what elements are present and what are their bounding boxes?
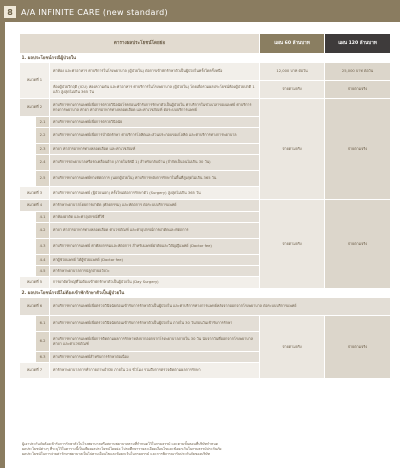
benefit-text: ค่าบริการทางการแพทย์ (ผู้ป่วยนอก) ครั้งใหม่ต่อการรักษาตัว (Surgery) สูงสุดไม่เกิน 365 วัน	[50, 187, 260, 200]
benefit-text: ห้องผู้ป่วยวิกฤติ (ICU) ห่องความดัน และค่าอาหาร ค่าบริการในโรงพยาบาล (ผู้ป่วยใน) โดยเพื่อรวมผลประโยชน์ห้องผู้ป่วยปกติ 1 แล้ว สูงสุดไม่เกิน 365 วัน	[50, 81, 260, 99]
category-label: หมวดที่ 3	[20, 187, 50, 200]
benefit-summary-table	[19, 33, 391, 379]
benefit-text: การผ่าตัดใหญ่ที่ไม่ต้องเข้าพักรักษาตัวเป็นผู้ป่วยใน (Day Surgery)	[50, 277, 260, 289]
subitem-label: 4.3	[36, 239, 50, 255]
column-header-plan120: แผน 120 ล้านบาท	[325, 34, 391, 54]
table-row	[20, 200, 391, 212]
footnote: ผลประโยชน์ต่างๆ ที่ระบุไว้ในตารางนี้เป็นเพียงผลประโยชน์โดยย่อ โปรดศึกษารายละเอียดเงื่อนไขและข้อยกเว้นในกรมธรรม์ประกันภัย	[22, 447, 222, 451]
section-heading-outpatient: 2. ผลประโยชน์กรณีไม่ต้องเข้าพักรักษาตัวเป็นผู้ป่วยใน	[20, 289, 391, 298]
subitem-label: 4.5	[36, 266, 50, 277]
category-label: หมวดที่ 6	[20, 298, 50, 316]
subitem-label: 4.2	[36, 223, 50, 239]
benefit-text: ค่าบริการทางการแพทย์ ค่าศัลยกรรมและหัตถการ สำหรับแพทย์ผ่าตัดและวิสัญญีแพทย์ (Doctor fee)	[50, 239, 260, 255]
footnote: ผลประโยชน์ในการจ่ายค่ารักษาพยาบาลเป็นไปตามเงื่อนไขและข้อยกเว้นในกรมธรรม์ และการพิจารณารับประกันภัยของบริษัท	[22, 452, 210, 456]
table-row	[20, 99, 391, 117]
plan120-value: จ่ายตามจริง	[325, 316, 391, 379]
benefit-text: ค่าห้องผ่าตัด และค่าอุปกรณ์ที่ใช้	[50, 212, 260, 223]
benefit-text: ค่าบริการทางการแพทย์เพื่อการบำบัดรักษา ค่าบริการโลหิตและส่วนประกอบของโลหิต และค่าบริการทางการพยาบาล	[50, 128, 260, 144]
page-title: A/A INFINITE CARE (new standard)	[21, 7, 168, 17]
category-label: หมวดที่ 1	[20, 63, 50, 99]
subitem-label: 2.2	[36, 128, 50, 144]
plan60-value: จ่ายตามจริง	[260, 200, 325, 289]
benefit-text: ค่ายา ค่าสารอาหารทางหลอดเลือด และค่าเวชภัณฑ์	[50, 144, 260, 155]
section-heading-inpatient: 1. ผลประโยชน์กรณีผู้ป่วยใน	[20, 54, 391, 63]
category-label: หมวดที่ 4	[20, 200, 50, 212]
benefit-text: ค่าบริการทางการแพทย์เพื่อการตรวจวินิจฉัยโรคก่อนเข้ารับการรักษาตัวเป็นผู้ป่วยใน ค่าบริการในช่วงเวลาของแพทย์ ค่าบริการทางการพยาบาล ค่ายา ค่าสารอาหารทางหลอดเลือด และค่าเวชภัณฑ์ ต่อระบบบริการแพทย์	[50, 99, 260, 117]
table-row	[20, 63, 391, 81]
subitem-label: 2.5	[36, 171, 50, 187]
benefit-text: ค่าบริการทางการแพทย์เพื่อการติดตามผลการรักษาหลังจากออกจากโรงพยาบาลภายใน 30 วัน นับจากวันที่ออกจากโรงพยาบาล ค่ายา และค่าเวชภัณฑ์	[50, 332, 260, 352]
category-label: หมวดที่ 2	[20, 99, 50, 117]
benefit-text: ค่าบริการทางการแพทย์ทางหัตถการ (นอกผู้ป่วยใน) ค่าบริการหลังการรักษาในพื้นที่สูงสุดไม่เกิน 365 วัน	[50, 171, 260, 187]
benefit-text: ค่าบริการทางการแพทย์เพื่อตรวจวินิจฉัยก่อนเข้ารับการรักษาตัวเป็นผู้ป่วยใน และค่าบริการทางการแพทย์หลังจากออกจากโรงพยาบาล ต่อระบบบริการแพทย์	[50, 298, 391, 316]
table-row	[20, 316, 391, 332]
plan120-value: จ่ายตามจริง	[325, 81, 391, 99]
plan120-value: จ่ายตามจริง	[325, 200, 391, 289]
column-header-item: ตารางผลประโยชน์โดยย่อ	[20, 34, 260, 54]
plan120-value: จ่ายตามจริง	[325, 99, 391, 200]
benefit-text: ค่ารักษาพยาบาลการทำกายภาพบำบัด ภายใน 24 ชั่วโมง รวมถึงการตรวจติดตามผลการรักษา	[50, 363, 260, 379]
plan60-value: 12,000 บาท ต่อวัน	[260, 63, 325, 81]
plan60-value: จ่ายตามจริง	[260, 316, 325, 379]
footnotes	[19, 442, 390, 457]
table-header-row	[20, 34, 391, 54]
subitem-label: 6.2	[36, 332, 50, 352]
section-heading-row	[20, 54, 391, 63]
plan60-value: จ่ายตามจริง	[260, 81, 325, 99]
category-label: หมวดที่ 7	[20, 363, 50, 379]
subitem-label: 2.3	[36, 144, 50, 155]
footnote: ผู้เอาประกันภัยต้องเข้ารับการรักษาตัวในโรงพยาบาลหรือสถานพยาบาลตามที่กำหนดไว้ในกรมธรรม์ และตามขั้นตอนที่บริษัทกำหนด	[22, 442, 218, 446]
plan120-value: 25,000 บาท ต่อวัน	[325, 63, 391, 81]
benefit-text: ค่ายา ค่าสารอาหารทางหลอดเลือด ค่าเวชภัณฑ์ และค่าอุปกรณ์การผ่าตัดและหัตถการ	[50, 223, 260, 239]
category-label: หมวดที่ 5	[20, 277, 50, 289]
column-header-plan60: แผน 60 ล้านบาท	[260, 34, 325, 54]
table-row	[20, 298, 391, 316]
subitem-label: 2.1	[36, 117, 50, 128]
table-row	[20, 81, 391, 99]
subitem-label: 6.1	[36, 316, 50, 332]
subitem-label: 4.4	[36, 255, 50, 266]
subitem-label: 4.1	[36, 212, 50, 223]
benefit-text: ค่าบริการทางการแพทย์เพื่อการตรวจวินิจฉัย	[50, 117, 260, 128]
benefit-text: ค่าบริการรถพยาบาลหรือรถเคลื่อนย้าย (ภายในรัศมี 1) สำหรับกลับบ้าน (จำกัดเป็นจนไม่เกิน 30 วัน)	[50, 155, 260, 171]
benefit-text: ค่าผู้ช่วยแพทย์ ได้ผู้ช่วยแพทย์ (Doctor fee)	[50, 255, 260, 266]
plan60-value: จ่ายตามจริง	[260, 99, 325, 200]
benefit-text: ค่าบริการทางการแพทย์เพื่อตรวจวินิจฉัยก่อนเข้ารับการรักษาตัวเป็นผู้ป่วยใน ภายใน 30 วันก่อนวันเข้ารับการรักษา	[50, 316, 260, 332]
benefit-text: ค่าห้อง และค่าอาหาร ค่าบริการในโรงพยาบาล (ผู้ป่วยใน) ต่อการเข้าพักรักษาตัวเป็นผู้ป่วยในครั้งใดครั้งหนึ่ง	[50, 63, 260, 81]
subitem-label: 6.3	[36, 352, 50, 363]
page-number: 8	[4, 6, 16, 18]
page-header	[0, 0, 400, 24]
document-page	[5, 22, 400, 468]
benefit-text: ค่ารักษาพยาบาลโดยการผ่าตัด (ศัลยกรรม) และหัตถการ ต่อระบบบริการแพทย์	[50, 200, 260, 212]
benefit-text: ค่ารักษาพยาบาลการปลูกถ่ายอวัยวะ	[50, 266, 260, 277]
section-heading-row	[20, 289, 391, 298]
subitem-label: 2.4	[36, 155, 50, 171]
benefit-text: ค่าบริการทางการแพทย์สำหรับการรักษาต่อเนื่อง	[50, 352, 260, 363]
